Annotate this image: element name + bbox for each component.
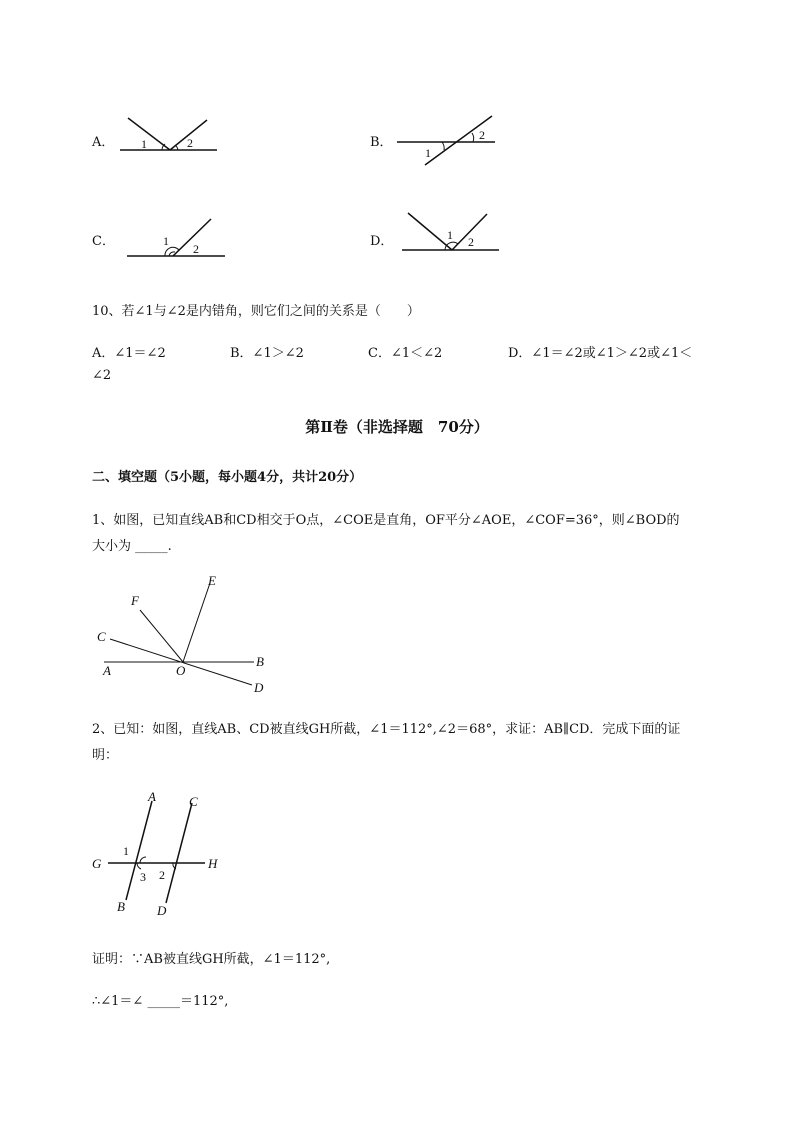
option-d-figure (400, 208, 502, 256)
fill1-label-C: C (97, 629, 106, 644)
option-a-angle1-label: 1 (141, 137, 147, 151)
section-title: 第Ⅱ卷（非选择题 70分） (305, 418, 489, 436)
q10-option-d-cont: ∠2 (92, 368, 112, 383)
fill1-line2: 大小为 _____. (92, 539, 172, 554)
fill1-figure (92, 570, 282, 700)
fill2-label-B: B (117, 899, 125, 914)
option-d-letter: D． (370, 234, 394, 249)
fill2-proof-line1: 证明：∵AB被直线GH所截，∠1＝112°, (92, 952, 331, 967)
option-a-letter: A． (92, 135, 115, 150)
q10-option-a: A．∠1＝∠2 (92, 346, 166, 361)
option-c-letter: C． (92, 234, 115, 249)
fill2-label-A: A (148, 789, 156, 804)
fill1-label-E: E (208, 573, 216, 588)
option-c-angle1-label: 1 (163, 234, 169, 248)
fill1-line1: 1、如图，已知直线AB和CD相交于O点，∠COE是直角，OF平分∠AOE，∠COF=36°，则∠BOD的 (92, 513, 680, 528)
fill2-label-D: D (157, 903, 167, 918)
option-a-angle2-label: 2 (187, 136, 193, 150)
part-two-heading: 二、填空题（5小题，每小题4分，共计20分） (92, 470, 363, 485)
q10-option-d: D．∠1＝∠2或∠1＞∠2或∠1＜ (508, 346, 693, 361)
fill1-label-A: A (103, 663, 111, 678)
option-b-angle2-label: 2 (479, 128, 485, 142)
fill2-figure (88, 785, 238, 925)
fill1-label-F: F (131, 593, 139, 608)
q10-stem: 10、若∠1与∠2是内错角，则它们之间的关系是（ ） (92, 304, 420, 319)
fill1-label-D: D (254, 680, 264, 695)
option-b-letter: B． (370, 135, 393, 150)
q10-option-c: C．∠1＜∠2 (368, 346, 443, 361)
fill2-label-H: H (208, 856, 218, 871)
fill2-angle1-label: 1 (123, 844, 129, 858)
fill2-proof-line2: ∴∠1＝∠ _____＝112°, (92, 994, 229, 1009)
option-d-angle1-label: 1 (447, 228, 453, 242)
fill2-angle2-label: 2 (159, 868, 165, 882)
fill1-label-O: O (176, 663, 186, 678)
fill2-angle3-label: 3 (140, 870, 146, 884)
fill1-label-B: B (256, 654, 264, 669)
q10-option-b: B．∠1＞∠2 (230, 346, 304, 361)
fill2-label-G: G (92, 856, 102, 871)
option-c-angle2-label: 2 (193, 242, 199, 256)
fill2-line2: 明： (92, 748, 119, 763)
option-b-angle1-label: 1 (425, 146, 431, 160)
fill2-line1: 2、已知：如图，直线AB、CD被直线GH所截，∠1＝112°,∠2＝68°，求证：AB∥CD．完成下面的证 (92, 722, 681, 737)
option-b-figure (395, 112, 505, 168)
option-d-angle2-label: 2 (468, 235, 474, 249)
fill2-label-C: C (189, 794, 198, 809)
option-c-figure (125, 215, 230, 263)
option-a-figure (115, 110, 225, 160)
